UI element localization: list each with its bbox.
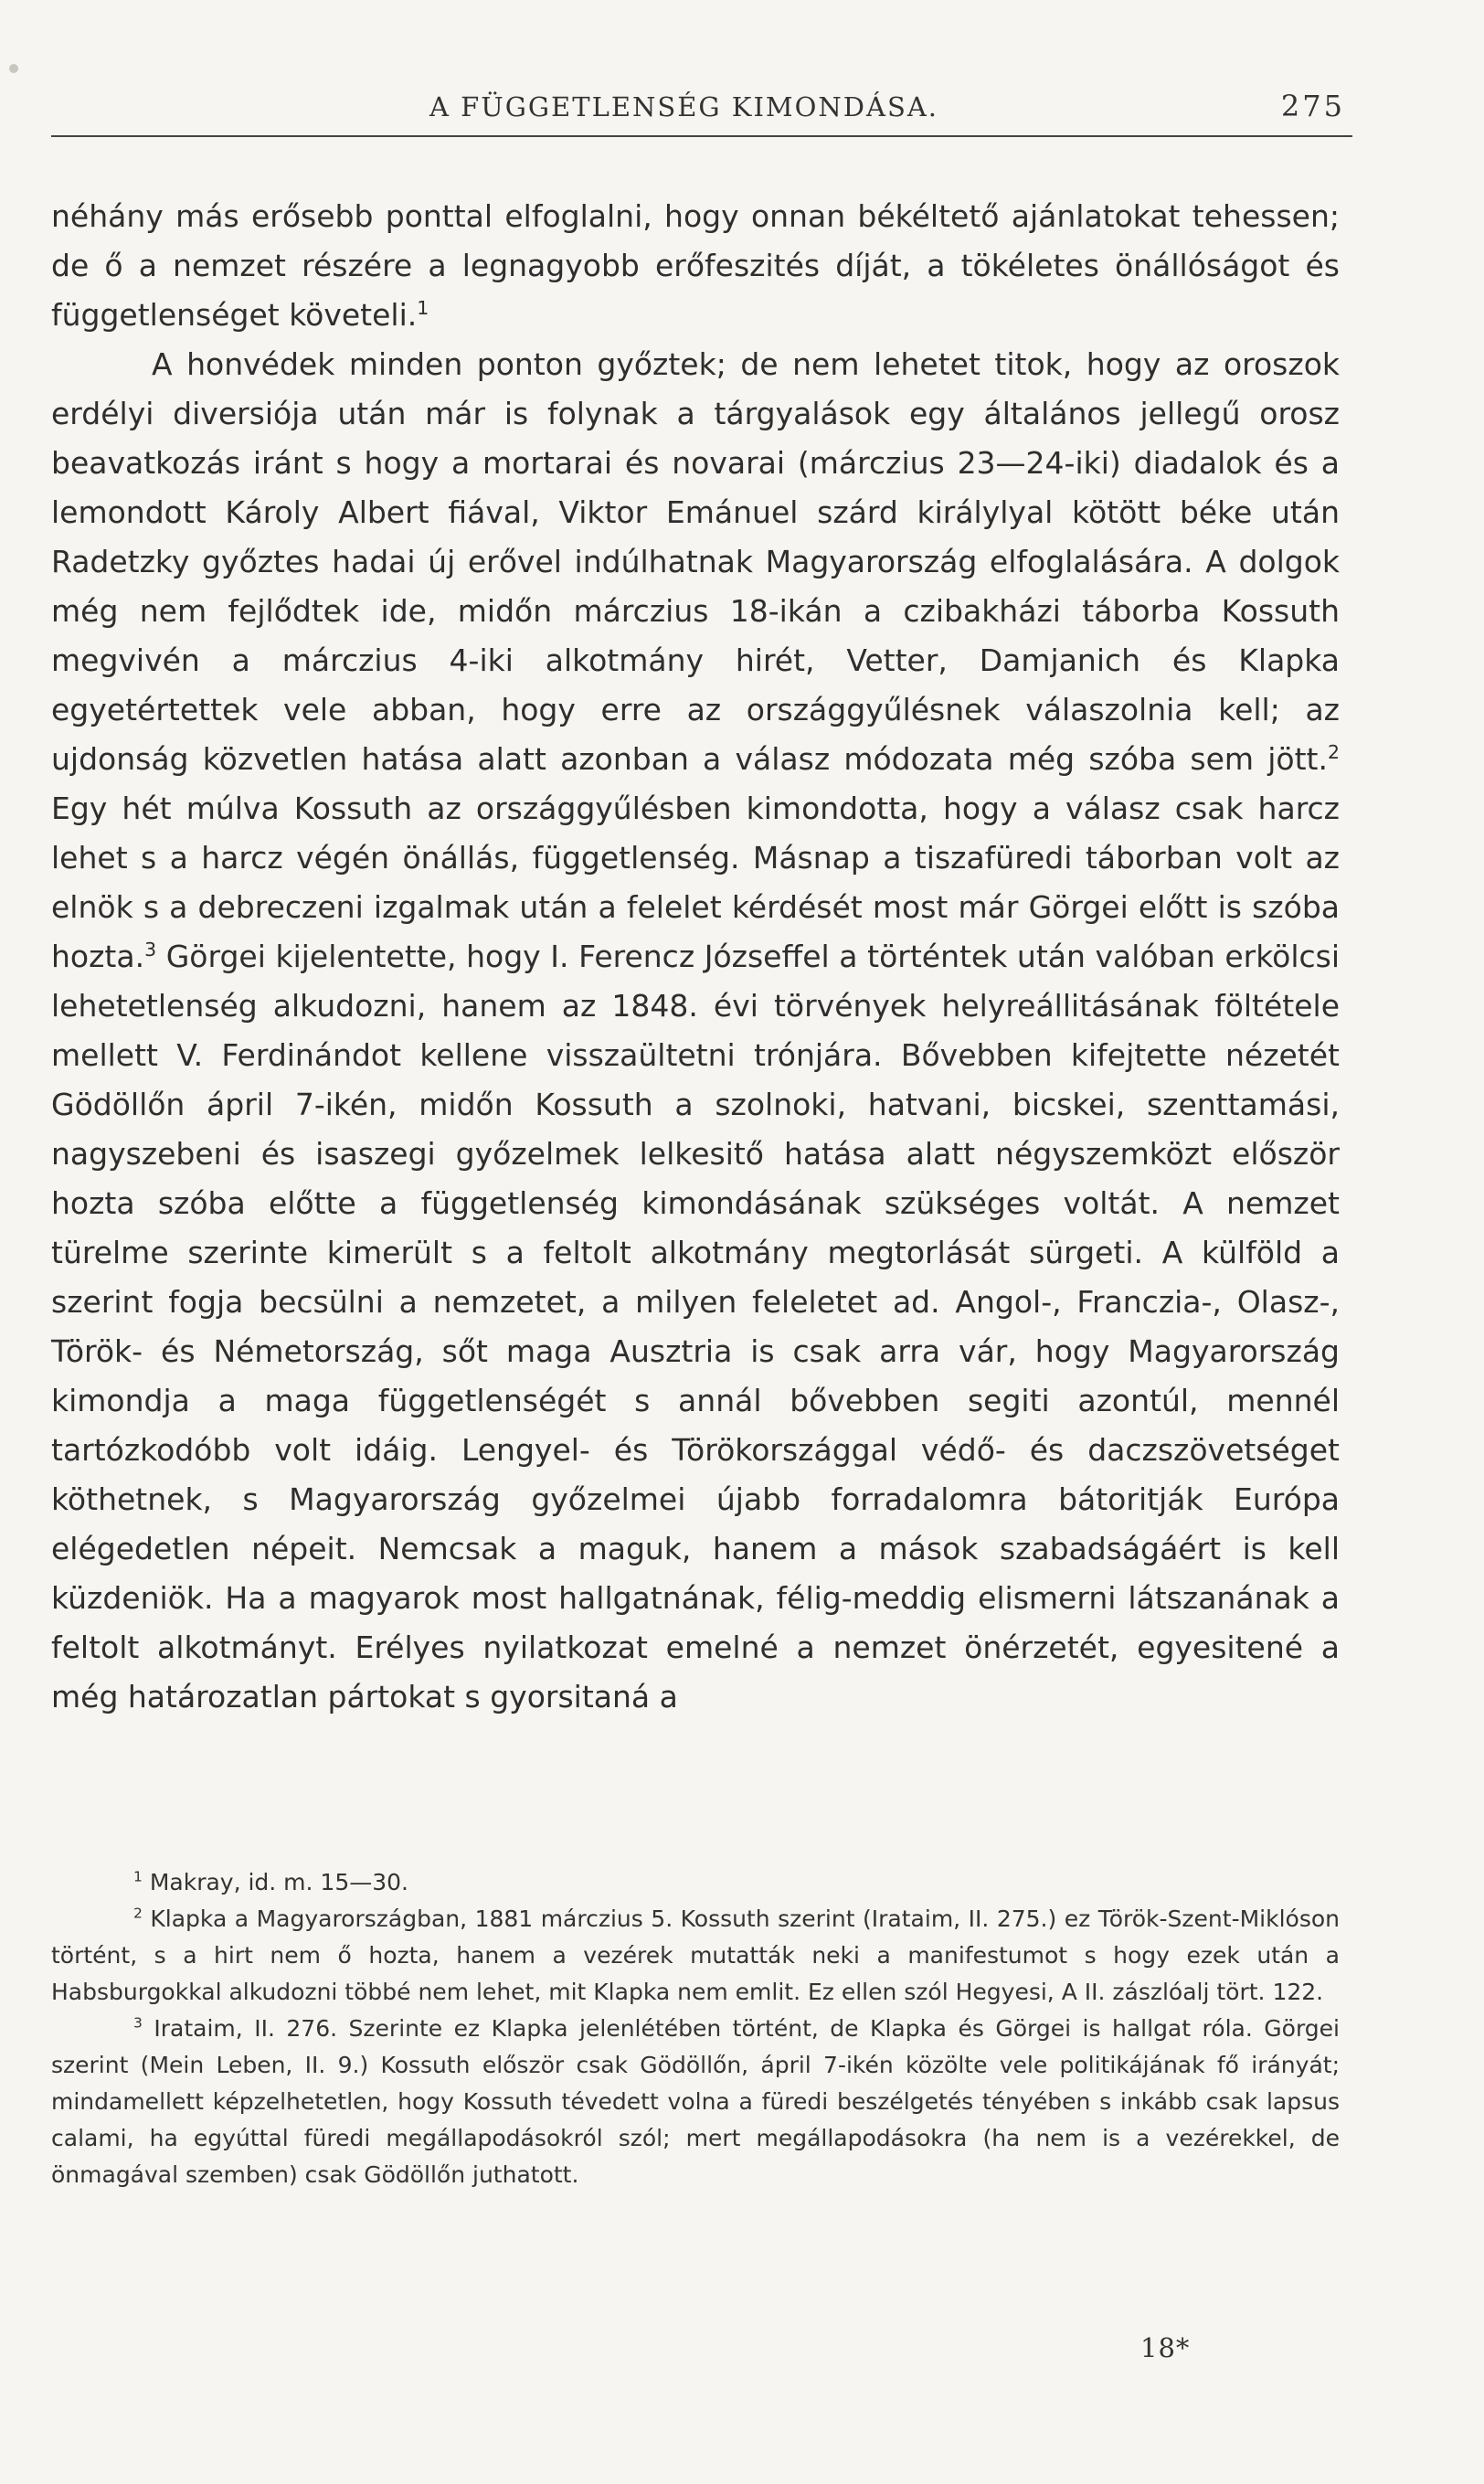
paragraph-2-text-b: Egy hét múlva Kossuth az országgyűlésben kimondotta, hogy a válasz csak harcz lehet s a harcz végén önállás, függetlenség. Másnap a tiszafüredi táborban volt az elnök s a debreczeni izgalmak után a felelet kérdését most már Görgei előtt is szóba hozta. <box>51 791 1340 974</box>
printer-signature: 18* <box>1140 2332 1191 2363</box>
footnote-ref: 3 <box>144 939 157 961</box>
ink-spot <box>9 64 18 73</box>
page-number: 275 <box>1280 89 1345 123</box>
footnote-mark: 2 <box>133 1905 143 1922</box>
footnote-ref: 2 <box>1327 741 1340 763</box>
footnote-text: Makray, id. m. 15—30. <box>142 1869 409 1895</box>
footnote-mark: 1 <box>133 1868 143 1885</box>
header-rule <box>51 135 1352 137</box>
paragraph-2-text-a: A honvédek minden ponton győztek; de nem lehetet titok, hogy az oroszok erdélyi diversiója után már is folynak a tárgyalások egy általános jellegű orosz beavatkozás iránt s hogy a mortarai és novarai (márczius 23—24-iki) diadalok és a lemondott Károly Albert fiával, Viktor Emánuel szárd királylyal kötött béke után Radetzky győztes hadai új erővel indúlhatnak Magyarország elfoglalására. A dolgok még nem fejlődtek ide, midőn márczius 18-ikán a czibakházi táborba Kossuth megvivén a márczius 4-iki alkotmány hirét, Vetter, Damjanich és Klapka egyetértettek vele abban, hogy erre az országgyűlésnek válaszolnia kell; az ujdonság közvetlen hatása alatt azonban a válasz módozata még szóba sem jött. <box>51 346 1340 777</box>
footnotes <box>51 1864 1340 2193</box>
footnote-text: Klapka a Magyarországban, 1881 márczius 5. Kossuth szerint (Irataim, II. 275.) ez Török-Szent-Miklóson történt, s a hirt nem ő hozta, hanem a vezérek mutatták neki a manifestumot s hogy ezek után a Habsburgokkal alkudozni többé nem lehet, mit Klapka nem emlit. Ez ellen szól Hegyesi, A II. zászlóalj tört. 122. <box>51 1905 1340 2005</box>
paragraph-2-text-c: Görgei kijelentette, hogy I. Ferencz Józseffel a történtek után valóban erkölcsi lehetetlenség alkudozni, hanem az 1848. évi törvények helyreállitásának föltétele mellett V. Ferdinándot kellene visszaültetni trónjára. Bővebben kifejtette nézetét Gödöllőn ápril 7-ikén, midőn Kossuth a szolnoki, hatvani, bicskei, szenttamási, nagyszebeni és isaszegi győzelmek lelkesitő hatása alatt négyszemközt először hozta szóba előtte a függetlenség kimondásának szükséges voltát. A nemzet türelme szerinte kimerült s a feltolt alkotmány megtorlását sürgeti. A külföld a szerint fogja becsülni a nemzetet, a milyen feleletet ad. Angol-, Franczia-, Olasz-, Török- és Németország, sőt maga Ausztria is csak arra vár, hogy Magyarország kimondja a maga függetlenségét s annál bővebben segiti azontúl, mennél tartózkodóbb volt idáig. Lengyel- és Törökországgal védő- és daczszövetséget köthetnek, s Magyarország győzelmei újabb forradalomra bátoritják Európa elégedetlen népeit. Nemcsak a maguk, hanem a mások szabadságáért is kell küzdeniök. Ha a magyarok most hallgatnának, félig-meddig elismerni látszanának a feltolt alkotmányt. Erélyes nyilatkozat emelné a nemzet önérzetét, egyesitené a még határozatlan pártokat s gyorsitaná a <box>51 939 1340 1714</box>
footnote-ref: 1 <box>417 297 429 319</box>
footnote-1 <box>51 1864 1340 1901</box>
paragraph-1-text: néhány más erősebb ponttal elfoglalni, hogy onnan békéltető ajánlatokat tehessen; de ő a nemzet részére a legnagyobb erőfeszités díját, a tökéletes önállóságot és függetlenséget követeli. <box>51 198 1340 333</box>
footnote-mark: 3 <box>133 2014 143 2032</box>
main-text <box>51 192 1340 1722</box>
footnote-3 <box>51 2011 1340 2193</box>
paragraph-2 <box>51 340 1340 1722</box>
paragraph-1 <box>51 192 1340 340</box>
footnote-text: Irataim, II. 276. Szerinte ez Klapka jelenlétében történt, de Klapka és Görgei is hallgat róla. Görgei szerint (Mein Leben, II. 9.) Kossuth először csak Gödöllőn, ápril 7-ikén közölte vele politikájának fő irányát; mindamellett képzelhetetlen, hogy Kossuth tévedett volna a füredi beszélgetés tényében s inkább csak lapsus calami, ha egyúttal füredi megállapodásokról szól; mert megállapodásokra (ha nem is a vezérekkel, de önmagával szemben) csak Gödöllőn juthatott. <box>51 2015 1340 2188</box>
running-head: A FÜGGETLENSÉG KIMONDÁSA. <box>429 91 938 122</box>
footnote-2 <box>51 1901 1340 2011</box>
